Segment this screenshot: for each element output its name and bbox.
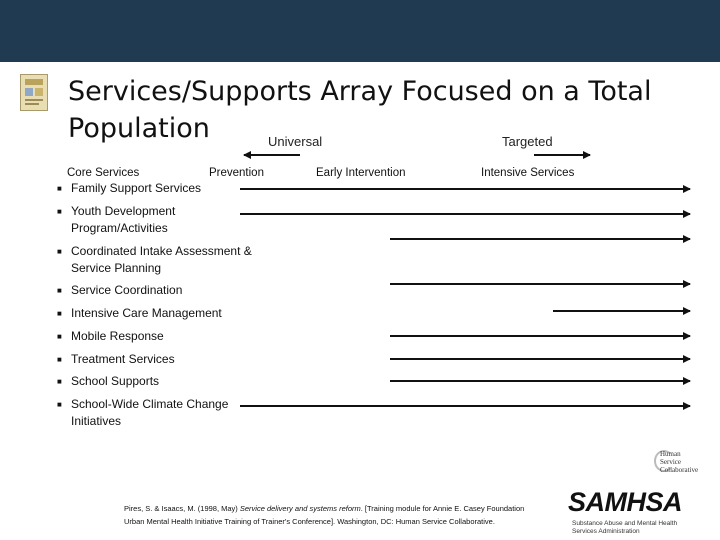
prevention-label: Prevention: [209, 167, 264, 179]
slide-thumbnail-icon: [20, 74, 48, 111]
early-intervention-label: Early Intervention: [316, 167, 406, 179]
universal-label: Universal: [268, 134, 323, 149]
targeted-label: Targeted: [502, 134, 553, 149]
samhsa-subtitle: Substance Abuse and Mental Health Services Administration: [572, 520, 678, 535]
intensive-services-label: Intensive Services: [481, 167, 575, 179]
title-line-1: Services/Supports Array Focused on a Total: [68, 76, 652, 107]
title-line-2: Population: [68, 113, 210, 144]
human-service-collaborative-logo: Human Service Collaborative: [654, 448, 710, 476]
top-banner: [0, 0, 720, 62]
slide-title: [68, 73, 668, 147]
core-services-label: Core Services: [67, 167, 140, 179]
citation: Pires, S. & Isaacs, M. (1998, May) Service delivery and systems reform. [Training module for Annie E. Casey Foundation Urban Mental Health Initiative Training of Trainer's Conference]. Washington, DC: Human Service Collaborative.: [124, 504, 525, 526]
samhsa-logo: SAMHSA: [568, 487, 683, 517]
